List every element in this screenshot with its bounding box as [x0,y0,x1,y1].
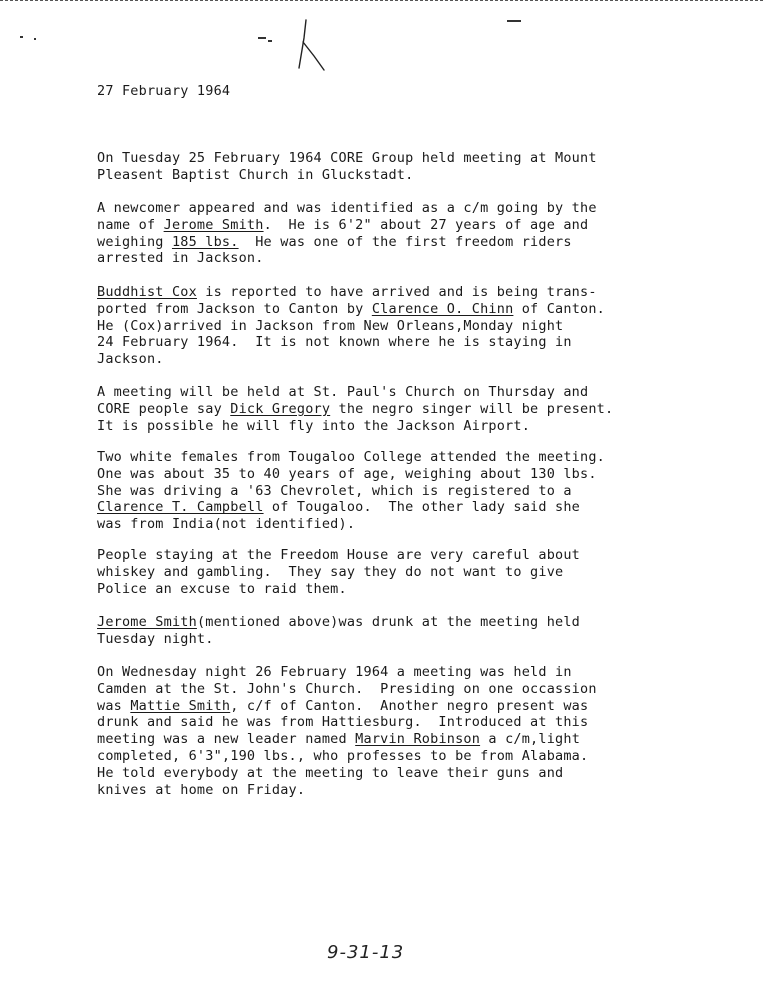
text-run: was from India(not identified). [97,516,356,533]
text-run: Police an excuse to raid them. [97,580,347,597]
text-line [97,250,597,267]
text-line [97,499,605,516]
text-line [97,714,597,731]
text-run: 24 February 1964. It is not known where he is staying in [97,334,572,351]
scan-speck [20,36,23,38]
text-run: It is possible he will fly into the Jackson Airport. [97,417,531,434]
text-run: He told everybody at the meeting to leave their guns and [97,764,564,781]
text-line [97,217,597,234]
text-run: CORE people say [97,400,231,417]
text-run: arrested in Jackson. [97,250,264,267]
paragraph [97,150,597,184]
text-line [97,301,605,318]
text-line [97,614,580,631]
text-run: He (Cox)arrived in Jackson from New Orleans,Monday night [97,317,564,334]
text-line [97,547,580,564]
text-run: On Wednesday night 26 February 1964 a meeting was held in [97,664,572,680]
text-run: is reported to have arrived and is being trans- [196,284,597,300]
page-top-border [0,0,763,1]
text-line [97,351,605,368]
text-line [97,483,605,500]
underlined-name: 185 lbs. [171,233,239,250]
text-line [97,318,605,335]
text-run: A newcomer appeared and was identified as a c/m going by the [97,200,597,216]
text-line [97,516,605,533]
paragraph [97,449,605,533]
text-run: Tuesday night. [97,630,214,647]
text-line [97,731,597,748]
text-line [97,765,597,782]
text-run: name of [97,216,164,233]
text-line [97,234,597,251]
text-line [97,698,597,715]
text-run: a c/m,light [480,731,581,748]
scan-speck [34,38,36,40]
text-run: the negro singer will be present. [330,400,614,417]
scan-speck [268,40,272,42]
paragraph [97,547,580,597]
text-run: (mentioned above)was drunk at the meeting held [196,614,581,630]
text-run: , c/f of Canton. Another negro present was [230,697,589,714]
text-line [97,664,597,681]
text-run: weighing [97,233,172,250]
document-file-number: 9-31-13 [327,942,405,963]
text-run: was [97,697,131,714]
text-run: . He is 6'2" about 27 years of age and [263,216,589,233]
underlined-name: Jerome Smith [163,216,264,233]
scan-speck [258,37,266,39]
text-line [97,384,613,401]
scan-speck [507,20,521,22]
underlined-name: Clarence T. Campbell [97,499,264,516]
document-date: 27 February 1964 [97,83,231,99]
text-line [97,748,597,765]
text-run: One was about 35 to 40 years of age, weighing about 130 lbs. [97,465,597,482]
text-run: Pleasent Baptist Church in Gluckstadt. [97,166,414,183]
text-run: She was driving a '63 Chevrolet, which is registered to a [97,482,572,499]
text-run: Camden at the St. John's Church. Presiding on one occassion [97,680,597,697]
paragraph [97,200,597,267]
text-run: completed, 6'3",190 lbs., who professes to be from Alabama. [97,747,589,764]
paragraph [97,614,580,648]
text-run: meeting was a new leader named [97,731,356,748]
text-run: of Tougaloo. The other lady said she [263,499,581,516]
text-run: drunk and said he was from Hattiesburg. Introduced at this [97,714,589,731]
text-run: A meeting will be held at St. Paul's Church on Thursday and [97,384,589,400]
text-line [97,284,605,301]
text-line [97,167,597,184]
underlined-name: Mattie Smith [130,697,231,714]
text-run: Two white females from Tougaloo College attended the meeting. [97,449,605,465]
paragraph [97,284,605,368]
text-line [97,200,597,217]
text-line [97,449,605,466]
underlined-name: Buddhist Cox [97,284,197,300]
text-line [97,581,580,598]
text-run: Jackson. [97,351,164,368]
text-line [97,782,597,799]
text-line [97,631,580,648]
underlined-name: Dick Gregory [230,400,331,417]
text-line [97,150,597,167]
handwritten-x-mark [290,18,340,74]
text-run: People staying at the Freedom House are very careful about [97,547,581,563]
text-run: whiskey and gambling. They say they do not want to give [97,563,564,580]
text-run: On Tuesday 25 February 1964 CORE Group held meeting at Mount [97,150,597,166]
text-run: knives at home on Friday. [97,781,306,798]
text-line [97,418,613,435]
underlined-name: Marvin Robinson [355,731,481,748]
text-line [97,401,613,418]
text-line [97,466,605,483]
underlined-name: Clarence O. Chinn [371,300,514,317]
text-line [97,681,597,698]
underlined-name: Jerome Smith [97,614,197,630]
text-line [97,564,580,581]
paragraph [97,384,613,434]
text-run: He was one of the first freedom riders [238,233,572,250]
text-run: of Canton. [513,300,606,317]
paragraph [97,664,597,798]
text-run: ported from Jackson to Canton by [97,300,372,317]
text-line [97,334,605,351]
